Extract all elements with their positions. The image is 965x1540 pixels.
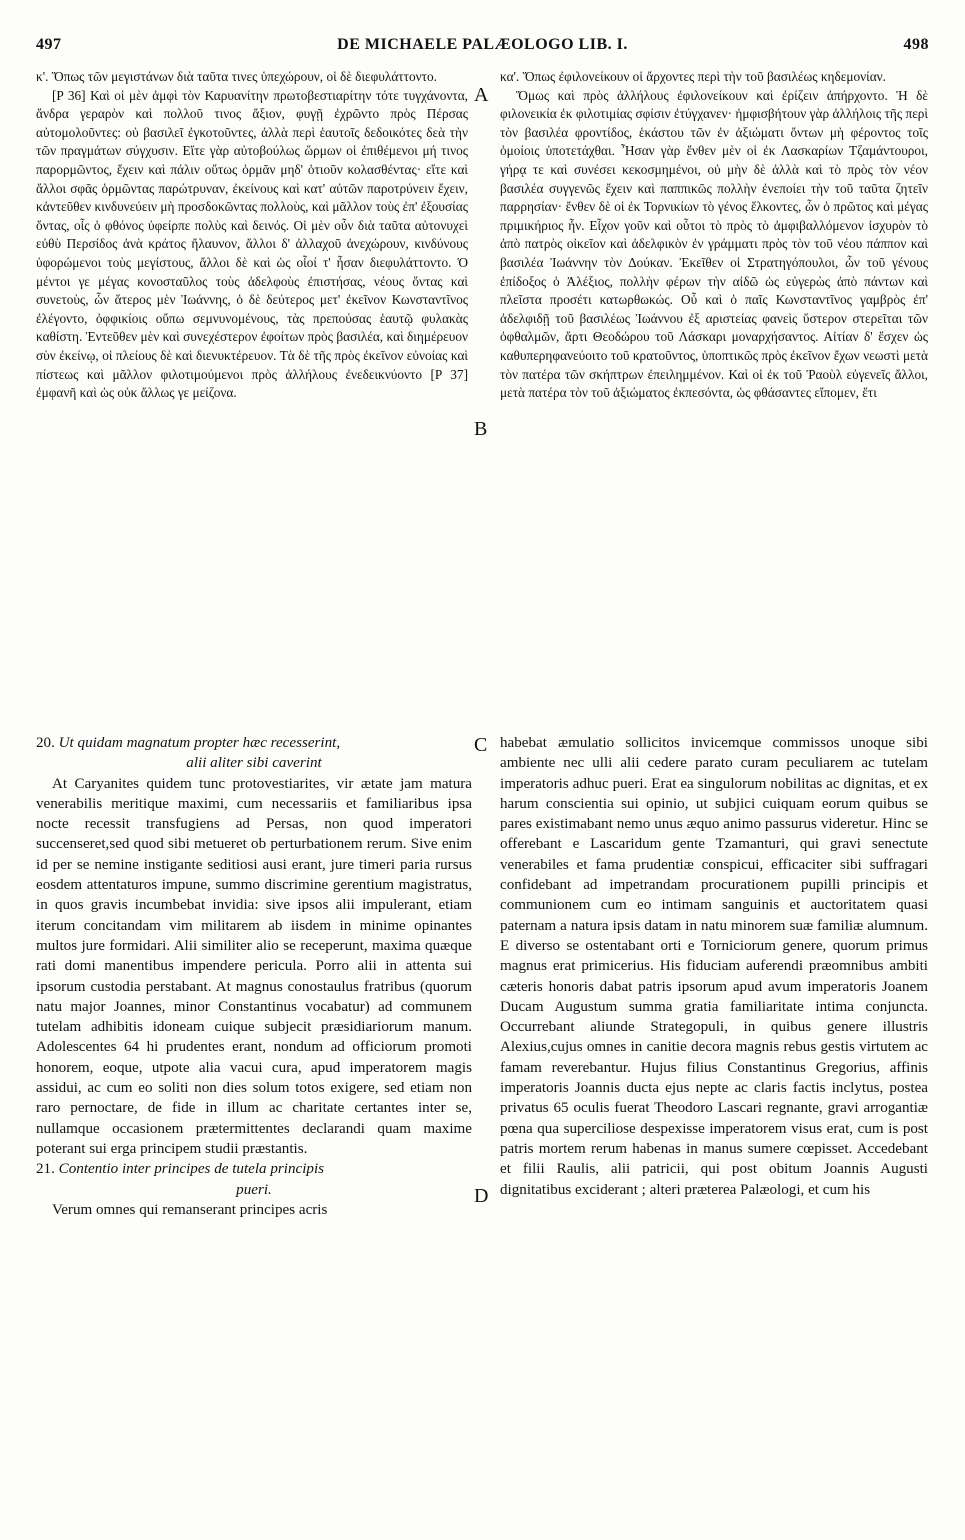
chapter-heading-greek-20: κ'. Ὅπως τῶν μεγιστάνων διὰ ταῦτα τινες ὑπεχώρουν, οἱ δὲ διεφυλάττοντο.: [36, 69, 437, 84]
chapter-title-21: Contentio inter principes de tutela principis: [58, 1161, 325, 1178]
chapter-number-20: 20.: [36, 735, 55, 751]
chapter-heading-latin-21: [36, 1159, 472, 1200]
margin-marker-c: C: [474, 734, 488, 756]
running-title: DE MICHAELE PALÆOLOGO LIB. I.: [337, 36, 628, 53]
latin-paragraph-21-start: Verum omnes qui remanserant principes acris: [52, 1201, 328, 1218]
greek-paragraph-left: [P 36] Καὶ οἱ μὲν ἀμφὶ τὸν Καρυανίτην πρωτοβεστιαρίτην τότε τυγχάνοντα, ἄνδρα γεραρὸν καὶ πολλοῦ τινος ἄξιον, φυγῇ ἐχρῶντο πρὸς Πέρσας αὐτομολοῦντες: οὐ βασιλεῖ ἐγκοτοῦντες, ἀλλὰ περὶ ἑαυτοῖς δεδοικότες δεὰ τὴν τῶν πραγμάτων σύγχυσιν. Εἴτε γὰρ αὐτοβούλως ὥρμων οἱ ἐπιθέμενοι μή τινος παρορμῶντος, ἔχειν καὶ πάλιν οὕτως ὁρμᾶν μηδ' ὁτιοῦν κολασθέντας· εἴτε καὶ ἄλλοι σφᾶς ὁρμῶντας παρώτρυναν, ἐκείνους καὶ κατ' αὐτῶν παροτρύνειν ἔχειν, κἀντεῦθεν κινδυνεύειν μὴ προσδοκῶντας πολλοὺς, καὶ μᾶλλον τοὺς ἐπ' ἐξουσίας ὄντας, οἷς ὁ φθόνος ὑφείρπε πολὺς καὶ δεινός. Οἱ μὲν οὖν διὰ ταῦτα αὐτονυχεὶ εὐθὺ Περσίδος ἀνὰ κράτος ἤλαυνον, ἄλλοι δ' ἀλλαχοῦ ἀνεχώρουν, κινδύνους ὑφορώμενοι τοὺς μεγίστους, ἄλλοι δὲ καὶ ὡς οἷοί τ' ἦσαν διεφυλάττοντο. Ὁ μέντοι γε μέγας κονοσταῦλος τοὺς ἀδελφοὺς ἐπιστήσας, νέους ὄντας καὶ συνετοὺς, ὧν ἅτερος μὲν Ἰωάννης, ὁ δὲ δεύτερος μετ' ἐκεῖνον Κωνσταντῖνος ἐλέγοντο, ὀφφικίοις οὔπω σεμνυνομένους, τὰς πρεπούσας ἑαυτῷ φυλακὰς καθίστη. Ἐντεῦθεν μὲν καὶ συνεχέστερον ἐφοίτων πρὸς βασιλέα, καὶ διημέρευον σὺν ἐκείνῳ, οἱ πλείους δὲ καὶ διενυκτέρευον. Τὰ δὲ τῆς πρὸς ἐκεῖνον εὐνοίας καὶ πίστεως καὶ μᾶλλον φιλοτιμούμενοι πρὸς ἀλλήλους ἐνεδεικνύοντο [P 37] ἐμφανῆ καὶ ὡς οὐκ ἄλλως γε μείζονα.: [36, 87, 468, 401]
page-number-right: 498: [903, 36, 929, 53]
greek-paragraph-right: Ὅμως καὶ πρὸς ἀλλήλους ἐφιλονείκουν καὶ ἐρίζειν ἀπήρχοντο. Ἡ δὲ φιλονεικία ἐκ φιλοτιμίας σφίσιν ἐτύγχανεν· ἠμφισβήτουν γὰρ ἀλλήλοις τῆς περὶ τὸν βασιλέα φροντίδος, ἑκάστου τῶν ἐν ἀξιώματι ὄντων μὴ φέροντος τοῖς ὁμοίοις ὑποτετάχθαι. Ἦσαν γὰρ ἔνθεν μὲν οἱ ἐκ Λασκαρίων Τζαμάντουροι, γήρᾳ τε καὶ συνέσει κεκοσμημένοι, οὐ μὴν δὲ ἀλλὰ καὶ τὸ πρὸς τὸν νέον βασιλέα συγγενῶς ἔχειν καὶ παππικῶς πολλὴν ἐνεποίει τὴν τοῦ ταῦτα ζητεῖν παρρησίαν· ἔνθεν δὲ οἱ ἐκ Τορνικίων τὸ γένος ἕλκοντες, ὧν ὁ πρῶτος καὶ μέγας πριμικήριος ἦν. Εἶχον γοῦν καὶ οὗτοι τὸ πρὸς τὸ ἀμφιβαλλόμενον ἰσχυρὸν τὸ ἀπὸ πατρὸς οἰκεῖον καὶ ἀδελφικὸν ἐν γράμματι πρὸς τὸν τοῦ νέου πάππον καὶ βασιλέα Ἰωάννην τὸν Δούκαν. Ἐκεῖθεν οἱ Στρατηγόπουλοι, ὧν τοῦ γένους ἐπίδοξος ὁ Ἀλέξιος, πολλὴν φέρων τὴν αἰδῶ ὡς εὐγερὼς ἀπὸ πάντων καὶ πλεῖστα προσέτι κατωρθωκώς. Οὗ καὶ ὁ παῖς Κωνσταντῖνος γαμβρὸς ἐπ' ἀδελφιδῇ τοῦ βασιλέως Ἰωάννου ἐξ αριστείας φανεὶς ὕστερον στερεῖται τῶν ὀφθαλμῶν, ἄρτι Θεοδώρου τοῦ Λάσκαρι μοναρχήσαντος. Αἰτίαν δ' ἔσχεν ὡς καθυπερηφανεύοιτο τοῦ κρατοῦντος, ὑποπτικῶς πρὸς ἐκεῖνον ἔχων νεωστὶ μετὰ τὸν πατέρα τῶν σκήπτρων ἐπειλημμένον. Καὶ οἱ ἐκ τοῦ Ῥαοὺλ εὐγενεῖς ἄλλοι, μετὰ πατέρα τὸν τοῦ ἀξιώματος ἐκπεσόντα, ὡς φθάσαντες εἴπομεν, ἔτι: [500, 87, 928, 401]
chapter-title-20-cont: alii aliter sibi caverint: [186, 755, 322, 772]
latin-text-right-column: [500, 733, 928, 1200]
running-header: [36, 36, 929, 58]
greek-text-left-column: [36, 68, 468, 403]
chapter-heading-greek-21: κα'. Ὅπως ἐφιλονείκουν οἱ ἄρχοντες περὶ τὴν τοῦ βασιλέως κηδεμονίαν.: [500, 69, 887, 84]
margin-marker-a: A: [474, 84, 489, 106]
chapter-heading-latin-20: [36, 733, 472, 774]
latin-paragraph-right: habebat æmulatio sollicitos invicemque commissos unoque sibi ambiente nec ulli alii cedere parato curam peculiarem ac tutelam imperatoris adhuc pueri. Erat ea singulorum nobilitas ac dignitas, et ex harum conscientia sui opinio, ut subjici cuiquam eorum quibus se pares existimabant nemo unus æquo animo passurus videretur. Hinc se offerebant e Lascaridum gente Tzamanturi, qui gravi senectute venerabiles et fama prudentiæ conspicui, efficaciter sibi suffragari confidebant ad impetrandam procurationem pupilli principis et communionem cum eo intimam sanguinis et auctoritatem quasi paternam a natura ipsis datam in natu minorem suæ familiæ alumnum. E diverso se ostentabant orti e Torniciorum genere, quorum primus magnus erat primicerius. His fiduciam auferendi præomnibus ambiti cæteris honoris dabat patris ipsorum apud avum imperatoris Joanem Ducam Augustum summa gratia familiaritate intima conjuncta. Occurrebant aliunde Strategopuli, in quibus genere illustris Alexius,cujus omnes in canitie decora magnis rebus gestis virtutem ac famam reverebantur. Hujus filius Constantinus Gregorius, affinis imperatoris Joannis ducta ejus nepte ac claris factis inclytus, postea privatus 65 oculis fuerat Theodoro Lascari regnante, gravi arrogantiæ pœna qua superciliose despexisse imperatorem visus erat, cum is post patris mortem rerum habenas in manus sumere cœpisset. Accedebant et filii Raulis, alii patricii, qui post obitum Joannis Augusti dignitatibus exciderant ; alteri præterea Palæologi, et cum his: [500, 735, 928, 1198]
chapter-number-21: 21.: [36, 1161, 55, 1178]
greek-text-right-column: [500, 68, 928, 403]
latin-paragraph-20: At Caryanites quidem tunc protovestiarites, vir ætate jam matura venerabilis meritique maximi, cum necessariis et familiaribus ipsa nocte recessit transfugiens ad Persas, non quod imperatori succenseret,sed quod sibi metueret ob perturbationem rerum. Sive enim id per se nemine instigante seditiosi ausi erant, jure timeri paria rursus eosdem attentaturos impune, summo discrimine gerentium magistratus, in quos gravis incumbebat invidia: sive ipsos alii impulerant, etiam iterum concitandam vim militarem ab iisdem in minime opinantes multos jure formidari. Alii similiter alio se receperunt, maxima quæque rati domi manentibus impendere pericula. Porro alii in attenta sui ipsorum custodia perstabant. At magnus conostaulus fratribus (quorum natu major Joannes, minor Constantinus vocabatur) ad communem tutelam adhibitis idoneam cuique subjecit præsidiariorum manum. Adolescentes 64 hi prudentes erant, nondum ad officiorum promoti honorem, eoque, utpote alia vacui cura, apud imperatorem magis assidui, ac cum eo soliti non dies solum totos exigere, sed etiam non raro pernoctare, de fide in illum ac charitate certantes inter se, nullamque occasionem prætermittentes declarandi quam maxime poterant sui erga principem studii præstantis.: [36, 775, 472, 1157]
margin-marker-b: B: [474, 418, 488, 440]
page-number-left: 497: [36, 36, 62, 53]
chapter-title-20: Ut quidam magnatum propter hæc recesserint,: [58, 735, 341, 751]
margin-marker-d: D: [474, 1185, 489, 1207]
latin-text-left-column: [36, 733, 472, 1220]
chapter-title-21-cont: pueri.: [236, 1181, 272, 1198]
